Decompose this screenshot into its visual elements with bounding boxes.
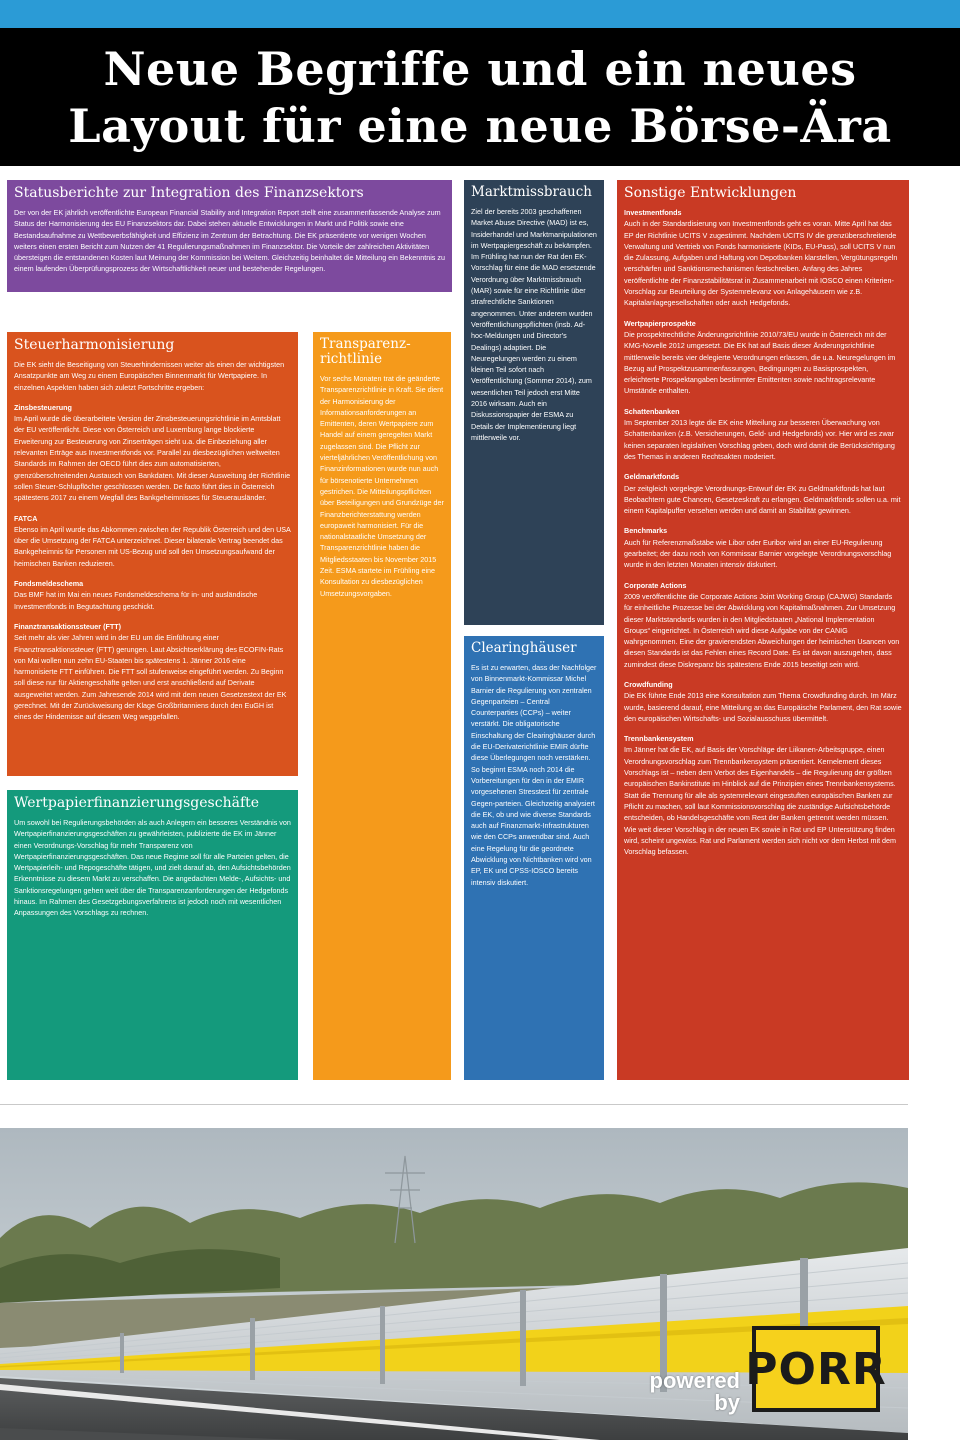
box-wertpapierfinanzierungsgeschaefte [7,790,298,1080]
box-title: Steuerharmonisierung [14,337,175,353]
top-color-strip [0,0,960,28]
box-title: Sonstige Entwicklungen [624,185,797,201]
section-head: Investmentfonds [624,208,682,217]
box-text: Vor sechs Monaten trat die geänderte Transparenzrichtlinie in Kraft. Sie dient der Harmonisierung der Informationsanforderungen an Emittenten, deren Wertpapiere zum Handel auf einem geregelten Markt zugelassen sind. Die Pflicht zur vierteljährlichen Veröffentlichung von Finanzinformationen wurde nun auch für börsenotierte Unternehmen gestrichen. Die Mitteilungspflichten über Beteiligungen und Grundzüge der Finanzberichterstattung werden europaweit harmonisiert. Für die nationalstaatliche Umsetzung der Transparenzrichtlinie haben die Mitgliedsstaaten bis November 2015 Zeit. ESMA startete im Frühling eine Konsultation zu diesbezüglichen Umsetzungsvorgaben. [320,374,444,598]
section-text: 2009 veröffentlichte die Corporate Actions Joint Working Group (CAJWG) Standards für einheitliche Prozesse bei der Abwicklung von Kapitalmaßnahmen. Zur Umsetzung dieser Marktstandards wurden in den Mitgliedstaaten „National Implementation Groups“ eingerichtet. In Österreich wird diese Aufgabe von der CANIG wahrgenommen. Eine der gravierendsten Abweichungen der heimischen Usancen von diesen Standards ist das Fehlen eines Record Date. Es ist davon auszugehen, dass zumindest diese Diskrepanz bis spätestens Ende 2015 beseitigt sein wird. [624,591,900,669]
section-text: Die EK führte Ende 2013 eine Konsultation zum Thema Crowdfunding durch. Im März wurde, basierend darauf, eine Mitteilung an das Europäische Parlament, den Rat sowie den europäischen Wirtschafts- und Sozialausschuss übermittelt. [624,691,902,723]
box-title: Transparenz-richtlinie [320,336,411,367]
section-text: Die prospektrechtliche Änderungsrichtlinie 2010/73/EU wurde in Österreich mit der KMG-Novelle 2012 umgesetzt. Die EK hat auf Basis dieser Änderungsrichtlinie mittlerweile bereits vier delegierte Verordnungen erlassen, die u.a. Neuregelungen im Bezug auf Prospektzusammenfassungen, Bedingungen zu Basisprospekten, erleichterte Prospektangaben bestimmter Emittenten sowie nachtragsrelevante Umstände enthalten. [624,329,896,396]
section-head: Corporate Actions [624,580,687,590]
by-line: by [714,1390,740,1415]
section-head: Geldmarktfonds [624,472,680,482]
section-text: Im Jänner hat die EK, auf Basis der Vorschläge der Liikanen-Arbeitsgruppe, einen Verordnungsvorschlag zum Trennbankensystem präsentiert. Kernelement dieses Vorschlags ist – neben dem Verbot des Eigenhandels – die Regulierung der größten europäischen Bankinstitute im Hinblick auf die Prinzipien eines Trennbankensystems. Statt die Trennung für alle als systemrelevant eingestuften europäischen Banken zur Pflicht zu machen, soll laut Kommissionsvorschlag die zuständige Aufsichtsbehörde entscheiden, ob Handelsgeschäfte vom Rest der Banken getrennt werden müssen. Wie weit dieser Vorschlag in der neuen EK sowie in Rat und EP Unterstützung finden wird, scheint ungewiss. Rat und Parlament werden sich nicht vor dem Herbst mit dem Vorschlag befassen. [624,745,897,857]
box-title: Marktmissbrauch [471,184,592,200]
section-head: FATCA [14,513,38,523]
section-head: Benchmarks [624,526,668,536]
box-section [624,679,902,724]
box-section [624,318,902,397]
section-head: Wertpapierprospekte [624,318,696,328]
section-head: Crowdfunding [624,679,673,689]
section-text: Seit mehr als vier Jahren wird in der EU um die Einführung einer Finanztransaktionssteuer (FTT) gerungen. Laut Absichtserklärung des ECOFIN-Rats von Mai wollen nun zehn EU-Staaten bis spätestens 1. Jänner 2016 eine harmonisierte FTT einführen. Die FTT soll stufenweise eingeführt werden. Zu Beginn soll diese nur für Aktiengeschäfte gelten und erst anschließend auf Derivate ausgeweitet werden. Zum Jahresende 2014 wird mit dem neuen Gesetzestext der EK gerechnet. Mit der Zurückweisung der Klage Großbritanniens durch den EuGH ist eines der Hindernisse auf diesem Weg weggefallen. [14,633,287,722]
box-text: Um sowohl bei Regulierungsbehörden als auch Anlegern ein besseres Verständnis von Wertpapierfinanzierungsgeschäften zu gewährleisten, publizierte die EK im Jänner einen Verordnungs-Vorschlag für mehr Transparenz von Wertpapierfinanzierungsgeschäften. Das neue Regime soll für alle Parteien gelten, die Wertpapierleih- und Repogeschäfte tätigen, und zielt darauf ab, den Aufsichtsbehörden Erkenntnisse zu diesem Markt zu verschaffen. Die angedachten Melde-, Aufsichts- und Sanktionsregelungen gehen weit über die Transparenzanforderungen der Hedgefonds hinaus. Im Rahmen des Gesetzgebungsverfahrens ist jedoch noch mit wesentlichen Anpassungen des Vorschlags zu rechnen. [14,818,291,918]
title-line-2: Layout für eine neue Börse-Ära [68,99,892,153]
section-head: Schattenbanken [624,406,680,416]
section-head: Zinsbesteuerung [14,402,72,412]
section-text: Das BMF hat im Mai ein neues Fondsmeldeschema für in- und ausländische Investmentfonds in Begutachtung geschickt. [14,590,258,611]
box-section [14,402,291,504]
box-section [14,621,291,723]
section-text: Im April wurde die überarbeitete Version der Zinsbesteuerungsrichtlinie im Amtsblatt der EU veröffentlicht. Diese von Österreich und Luxemburg lange blockierte Erweiterung zur Besteuerung von Zinserträgen sieht u.a. die Einbeziehung aller relevanten Erträge aus Investmentfonds vor. Parallel zu diesbezüglichen weltweiten Standards im Rahmen der OECD führt dies zum automatisierten, grenzüberschreitenden Austausch von Bankdaten. Mit dieser Ausweitung der Richtlinie sollen Steuer-Schlupflöcher geschlossen werden. De facto führt dies in Österreich spätestens 2017 zu einem Wegfall des Bankgeheimnisses für Steuerausländer. [14,414,291,503]
box-section [624,525,902,570]
powered-line: powered [649,1368,740,1393]
box-section [14,578,291,612]
box-section [624,207,902,309]
box-marktmissbrauch [464,180,604,625]
section-text: Ebenso im April wurde das Abkommen zwischen der Republik Österreich und den USA über die Umsetzung der FATCA unterzeichnet. Dieser bilaterale Vertrag beendet das Bankgeheimnis für Personen mit US-Bezug und soll den Umsetzungsaufwand der heimischen Banken reduzieren. [14,524,291,568]
box-title: Clearinghäuser [471,640,577,656]
box-sonstige-entwicklungen [617,180,909,1080]
box-steuerharmonisierung [7,332,298,776]
box-transparenzrichtlinie [313,332,451,1080]
porr-logo [745,1326,887,1412]
box-section [624,733,902,857]
section-text: Auch für Referenzmaßstäbe wie Libor oder Euribor wird an einer EU-Regulierung gearbeitet; der dazu noch von Kommissar Barnier vorgelegte Verordnungsvorschlag wurde in den letzten Monaten intensiv diskutiert. [624,537,892,570]
box-text: Der von der EK jährlich veröffentlichte European Financial Stability and Integration Report stellt eine zusammenfassende Analyse zum Status der Harmonisierung des EU Finanzsektors dar. Dabei stehen aktuelle Entwicklungen in Markt und Politik sowie eine Bestandsaufnahme zu Wettbewerbsfähigkeit und Effizienz im Zentrum der Betrachtung. Die EK präsentierte vor wenigen Wochen weiters einen ersten Bericht zum Nutzen der 41 Regulierungsmaßnahmen im Finanzsektor. Die Vorteile der zahlreichen Aktivitäten übersteigen die entstandenen Kosten laut Meinung der Kommission bei Weitem. Gleichzeitig beinhaltet die Mitteilung ein Bekenntnis zu einem laufenden Überprüfungsprozess der Wirtschaftlichkeit neuer und bestehender Regelungen. [14,208,445,274]
box-title: Wertpapierfinanzierungsgeschäfte [14,795,260,811]
box-title: Statusberichte zur Integration des Finanzsektors [14,185,364,201]
section-head: Fondsmeldeschema [14,579,84,589]
box-text: Es ist zu erwarten, dass der Nachfolger von Binnenmarkt-Kommissar Michel Barnier die Regulierung von zentralen Gegenparteien – Central Counterparties (CCPs) – weiter verstärkt. Die obligatorische Einschaltung der Clearinghäuser durch die EU-Derivaterichtlinie EMIR dürfte diese Überlegungen noch verstärken. So beginnt ESMA noch 2014 die Vorbereitungen für den in der EMIR vorgesehenen Stresstest für zentrale Gegen-parteien. Gleichzeitig analysiert die EK, ob und wie diverse Standards auch auf Finanzmarkt-Infrastrukturen wie den CCPs anwendbar sind. Auch eine Regelung für die geordnete Abwicklung von Nichtbanken wird von EP, EK und CPSS-IOSCO bereits intensiv diskutiert. [471,663,597,887]
page-title [0,28,960,166]
divider [0,1104,908,1105]
box-text: Ziel der bereits 2003 geschaffenen Market Abuse Directive (MAD) ist es, Insiderhandel und Marktmanipulationen im Wertpapiergeschäft zu bekämpfen. Im Frühling hat nun der Rat den EK-Vorschlag für eine die MAD ersetzende Verordnung über Marktmissbrauch (MAR) sowie für eine Richtlinie über strafrechtliche Sanktionen angenommen. Unter anderem wurden Veröffentlichungspflichten (insb. Ad-hoc-Meldungen und Director's Dealings) adaptiert. Die Neuregelungen werden zu einem kleinen Teil sofort nach Veröffentlichung (Sommer 2014), zum wesentlichen Teil jedoch erst Mitte 2016 wirksam. Auch ein Diskussionspapier der ESMA zu Details der Implementierung liegt mittlerweile vor. [471,207,597,442]
box-intro: Die EK sieht die Beseitigung von Steuerhindernissen weiter als einen der wichtigsten Ansatzpunkte am Weg zu einem Europäischen Binnenmarkt für Wertpapiere. In einzelnen Aspekten haben sich zuletzt Fortschritte ergeben: [14,360,285,392]
box-clearinghaeuser [464,636,604,1080]
section-text: Der zeitgleich vorgelegte Verordnungs-Entwurf der EK zu Geldmarktfonds hat laut Beobachtern gute Chancen, Gesetzeskraft zu erlangen. Geldmarktfonds sollen u.a. mit einem Kapitalpuffer versehen werden und damit an Stabilität gewinnen. [624,483,901,516]
porr-logo-text: PORR [745,1343,887,1395]
box-section [624,406,902,462]
box-section [624,471,902,516]
section-head: Trennbankensystem [624,734,694,744]
section-text: Im September 2013 legte die EK eine Mitteilung zur besseren Überwachung von Schattenbanken (z.B. Versicherungen, Geld- und Hedgefonds) vor. Hier wird es zwar keinen separaten legislativen Vorschlag geben, doch wird damit die Berücksichtigung des Themas in anderen Rechtsakten moderiert. [624,418,895,461]
powered-by-text [640,1370,740,1414]
section-text: Auch in der Standardisierung von Investmentfonds geht es voran. Mitte April hat das EP der Richtlinie UCITS V zugestimmt. Nachdem UCITS IV die grenzüberschreitende Verwaltung und Vertrieb von Fonds harmonisierte (KIDs, EU-Pass), soll UCITS V nun die Zulassung, Aufgaben und Haftung von Depotbanken klarstellen, Vergütungsregeln verschärfen und Sanktionsmechanismen festschreiben. Anfang des Jahres veröffentlichte der Finanzstabilitätsrat in Zusammenarbeit mit IOSCO einen Kriterien-Vorschlag zur Beurteilung der Systemrelevanz von Anlagehäusern wie z.B. Kapitalanlagegesellschaften oder auch Hedgefonds. [624,219,898,308]
title-line-1: Neue Begriffe und ein neues [103,42,857,96]
box-section [624,580,902,670]
box-section [14,513,291,569]
box-statusberichte [7,180,452,292]
section-head: Finanztransaktionssteuer (FTT) [14,621,122,631]
